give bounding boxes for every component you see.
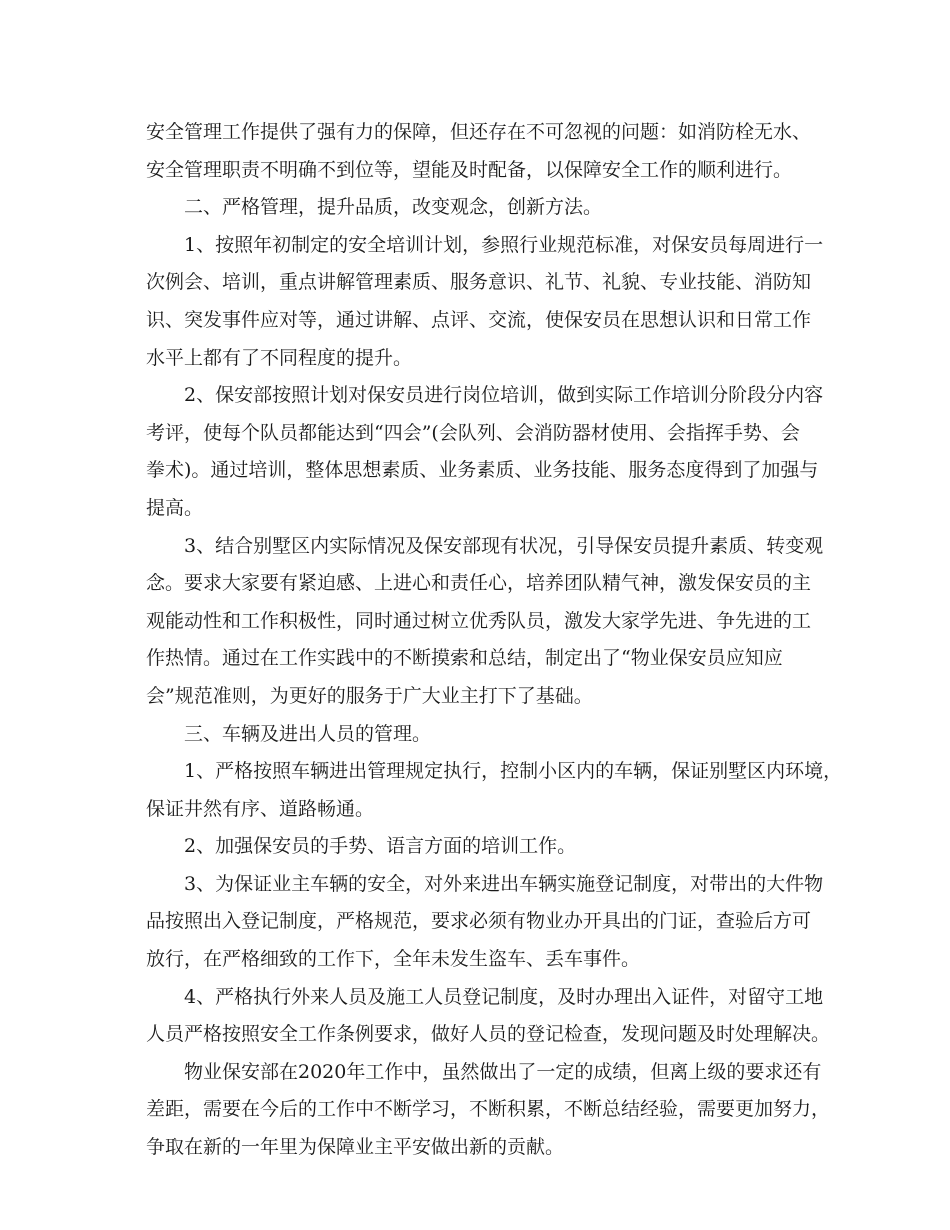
text-line: 物业保安部在2020年工作中，虽然做出了一定的成绩，但离上级的要求还有 (184, 1060, 822, 1083)
text-line: 观能动性和工作积极性，同时通过树立优秀队员，激发大家学先进、争先进的工 (146, 609, 812, 632)
text-line: 考评，使每个队员都能达到“四会”(会队列、会消防器材使用、会指挥手势、会 (146, 421, 800, 444)
text-line: 作热情。通过在工作实践中的不断摸索和总结，制定出了“物业保安员应知应 (146, 647, 783, 670)
text-line: 争取在新的一年里为保障业主平安做出新的贡献。 (146, 1136, 565, 1159)
text-line: 保证井然有序、道路畅通。 (146, 797, 375, 820)
text-line: 提高。 (146, 496, 204, 519)
text-line: 安全管理工作提供了强有力的保障，但还存在不可忽视的问题：如消防栓无水、 (146, 121, 812, 143)
text-line: 水平上都有了不同程度的提升。 (146, 346, 413, 369)
text-line: 识、突发事件应对等，通过讲解、点评、交流，使保安员在思想认识和日常工作 (146, 308, 812, 331)
text-line: 放行，在严格细致的工作下，全年未发生盗车、丢车事件。 (146, 948, 641, 971)
text-line: 拳术)。通过培训，整体思想素质、业务素质、业务技能、服务态度得到了加强与 (146, 459, 819, 482)
text-line: 2、保安部按照计划对保安员进行岗位培训，做到实际工作培训分阶段分内容 (184, 384, 824, 407)
text-line: 安全管理职责不明确不到位等，望能及时配备，以保障安全工作的顺利进行。 (146, 158, 793, 181)
text-line: 会”规范准则，为更好的服务于广大业主打下了基础。 (146, 684, 593, 707)
text-line: 1、严格按照车辆进出管理规定执行，控制小区内的车辆，保证别墅区内环境， (184, 760, 843, 783)
text-line: 3、为保证业主车辆的安全，对外来进出车辆实施登记制度，对带出的大件物 (184, 872, 824, 895)
text-line: 4、严格执行外来人员及施工人员登记制度，及时办理出入证件，对留守工地 (184, 985, 824, 1008)
text-line: 差距，需要在今后的工作中不断学习，不断积累，不断总结经验，需要更加努力， (146, 1098, 831, 1121)
text-line: 次例会、培训，重点讲解管理素质、服务意识、礼节、礼貌、专业技能、消防知 (146, 271, 812, 294)
text-line: 3、结合别墅区内实际情况及保安部现有状况，引导保安员提升素质、转变观 (184, 534, 824, 557)
text-line: 2、加强保安员的手势、语言方面的培训工作。 (184, 835, 577, 858)
document-body (146, 114, 843, 1167)
text-line: 人员严格按照安全工作条例要求，做好人员的登记检查，发现问题及时处理解决。 (146, 1023, 831, 1046)
text-line: 念。要求大家要有紧迫感、上进心和责任心，培养团队精气神，激发保安员的主 (146, 572, 812, 595)
text-line: 1、按照年初制定的安全培训计划，参照行业规范标准，对保安员每周进行一 (184, 233, 824, 256)
section-heading: 二、严格管理，提升品质，改变观念，创新方法。 (184, 196, 603, 219)
text-line: 品按照出入登记制度，严格规范，要求必须有物业办开具出的门证，查验后方可 (146, 910, 812, 933)
section-heading: 三、车辆及进出人员的管理。 (184, 722, 432, 745)
